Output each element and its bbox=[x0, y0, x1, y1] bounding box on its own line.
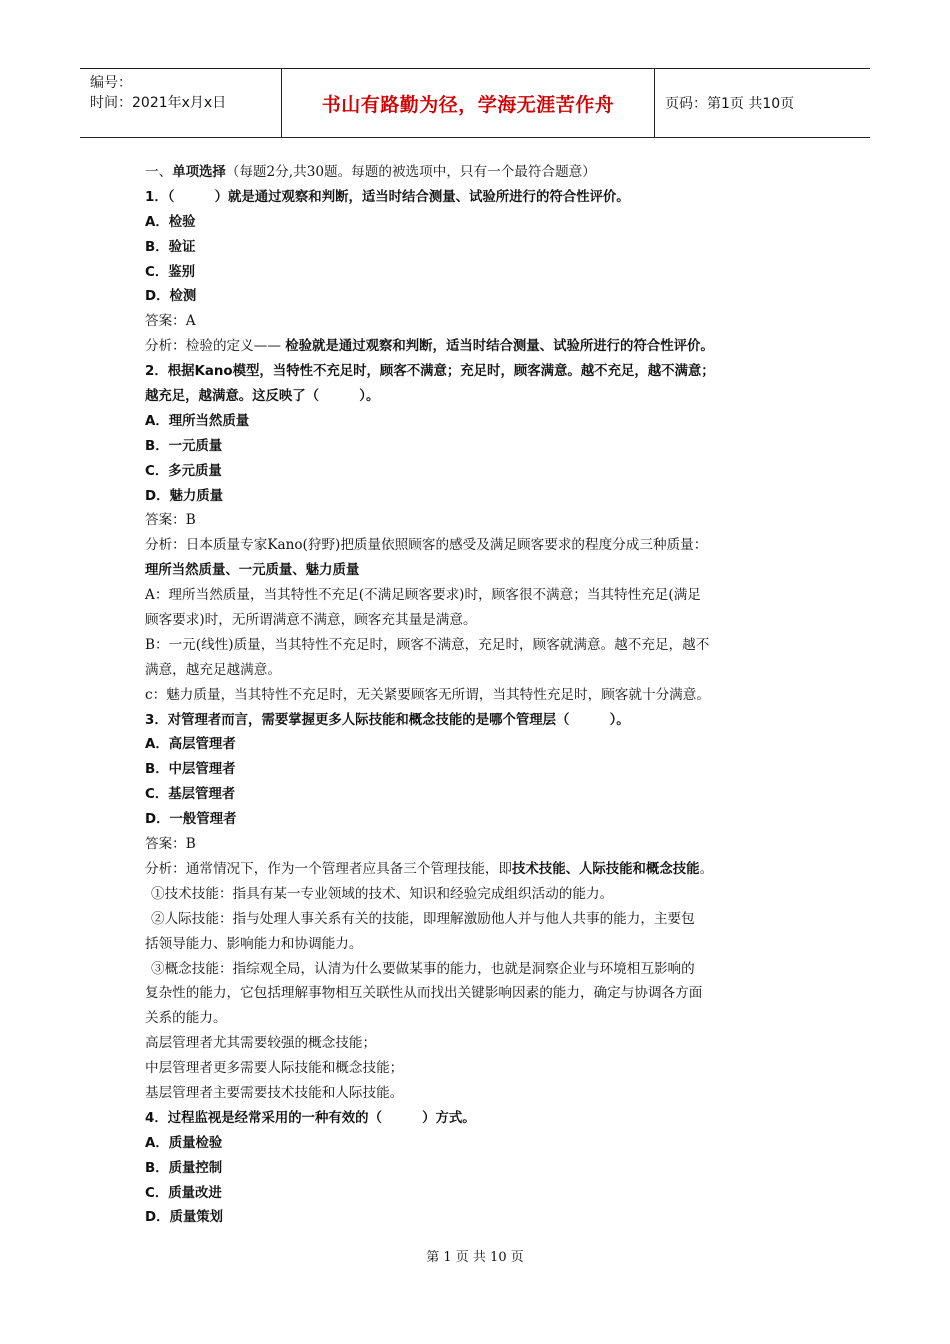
bold-text: C．质量改进 bbox=[145, 1185, 222, 1201]
text-segment: 关系的能力。 bbox=[145, 1010, 227, 1027]
text-line bbox=[145, 932, 815, 957]
text-line bbox=[145, 732, 815, 757]
page-footer bbox=[0, 1246, 950, 1265]
text-segment: 括领导能力、影响能力和协调能力。 bbox=[145, 935, 363, 952]
bold-text: A．检验 bbox=[145, 214, 196, 230]
text-segment: 答案：B bbox=[145, 836, 196, 853]
header-motto-cell bbox=[282, 69, 655, 137]
bold-text: 技术技能、人际技能和概念技能 bbox=[512, 861, 700, 877]
text-segment: 高层管理者尤其需要较强的概念技能； bbox=[145, 1035, 377, 1052]
text-segment: （每题2分,共30题。每题的被选项中，只有一个最符合题意） bbox=[225, 164, 596, 180]
text-line bbox=[145, 1156, 815, 1181]
text-segment: c：魅力质量，当其特性不充足时，无关紧要顾客无所谓，当其特性充足时，顾客就十分满意。 bbox=[145, 686, 710, 703]
text-line bbox=[145, 1106, 815, 1131]
text-line bbox=[145, 160, 815, 185]
bold-text: 1．（ ）就是通过观察和判断，适当时结合测量、试验所进行的符合性评价。 bbox=[145, 189, 630, 205]
text-line bbox=[145, 384, 815, 409]
motto: 书山有路勤为径，学海无涯苦作舟 bbox=[321, 93, 615, 116]
text-line bbox=[145, 608, 815, 633]
bold-text: A．高层管理者 bbox=[145, 737, 236, 753]
text-line bbox=[145, 907, 815, 932]
text-line bbox=[145, 1006, 815, 1031]
header-page-cell bbox=[655, 69, 870, 137]
bold-text: B．一元质量 bbox=[145, 438, 223, 454]
bold-text: B．质量控制 bbox=[145, 1160, 223, 1176]
text-segment: 顾客要求)时，无所谓满意不满意，顾客充其量是满意。 bbox=[145, 612, 477, 629]
text-line bbox=[145, 484, 815, 509]
bold-text: B．验证 bbox=[145, 239, 196, 255]
bold-text: D．质量策划 bbox=[145, 1210, 224, 1226]
text-line bbox=[145, 1056, 815, 1081]
text-line bbox=[145, 1181, 815, 1206]
text-line bbox=[145, 857, 815, 882]
text-segment: A：理所当然质量，当其特性不充足(不满足顾客要求)时，顾客很不满意；当其特性充足(满足 bbox=[145, 587, 701, 604]
text-line bbox=[145, 235, 815, 260]
bold-text: 单项选择 bbox=[172, 165, 226, 180]
bold-text: B．中层管理者 bbox=[145, 762, 236, 778]
text-line bbox=[145, 957, 815, 982]
time-label: 时间：2021年x月x日 bbox=[90, 95, 227, 111]
text-line bbox=[145, 1131, 815, 1156]
text-line bbox=[145, 558, 815, 583]
bold-text: 4．过程监视是经常采用的一种有效的（ ）方式。 bbox=[145, 1110, 476, 1126]
text-segment: 中层管理者更多需要人际技能和概念技能； bbox=[145, 1060, 404, 1077]
text-segment: 复杂性的能力，它包括理解事物相互关联性从而找出关键影响因素的能力，确定与协调各方面 bbox=[145, 985, 703, 1002]
text-line bbox=[145, 757, 815, 782]
text-line bbox=[145, 658, 815, 683]
bold-text: 越充足，越满意。这反映了（ ）。 bbox=[145, 389, 380, 405]
text-segment: ③概念技能：指综观全局，认清为什么要做某事的能力，也就是洞察企业与环境相互影响的 bbox=[151, 960, 695, 977]
bold-text: A．质量检验 bbox=[145, 1135, 223, 1151]
bold-text: 3．对管理者而言，需要掌握更多人际技能和概念技能的是哪个管理层（ ）。 bbox=[145, 712, 630, 728]
bold-text: C．鉴别 bbox=[145, 264, 195, 280]
header-meta bbox=[80, 69, 282, 137]
text-segment: 分析：通常情况下，作为一个管理者应具备三个管理技能，即 bbox=[145, 860, 513, 877]
text-line bbox=[145, 284, 815, 309]
text-line bbox=[145, 260, 815, 285]
text-line bbox=[145, 434, 815, 459]
text-line bbox=[145, 832, 815, 857]
text-segment: 分析：检验的定义—— bbox=[145, 338, 286, 355]
number-label: 编号： bbox=[90, 75, 132, 91]
text-segment: 。 bbox=[699, 860, 714, 877]
text-line bbox=[145, 533, 815, 558]
bold-text: D．一般管理者 bbox=[145, 812, 237, 828]
text-line bbox=[145, 807, 815, 832]
document-body bbox=[145, 160, 815, 1230]
text-segment: 分析：日本质量专家Kano(狩野)把质量依照顾客的感受及满足顾客要求的程度分成三种质量： bbox=[145, 537, 708, 554]
text-line bbox=[145, 210, 815, 235]
text-segment: 满意，越充足越满意。 bbox=[145, 661, 281, 678]
text-segment: 一、 bbox=[145, 164, 173, 180]
text-segment: B：一元(线性)质量，当其特性不充足时，顾客不满意，充足时，顾客就满意。越不充足，越不 bbox=[145, 636, 710, 653]
bold-text: 检验就是通过观察和判断，适当时结合测量、试验所进行的符合性评价。 bbox=[285, 339, 714, 355]
text-segment: 答案：B bbox=[145, 512, 196, 529]
bold-text: A．理所当然质量 bbox=[145, 413, 250, 429]
page-info: 页码：第1页 共10页 bbox=[665, 96, 795, 112]
text-line bbox=[145, 459, 815, 484]
footer-page-number: 第 1 页 共 10 页 bbox=[426, 1250, 524, 1265]
text-segment: 答案：A bbox=[145, 313, 196, 330]
text-segment: 基层管理者主要需要技术技能和人际技能。 bbox=[145, 1084, 404, 1101]
bold-text: D．检测 bbox=[145, 289, 197, 305]
text-line bbox=[145, 508, 815, 533]
bold-text: D．魅力质量 bbox=[145, 488, 224, 504]
text-line bbox=[145, 1205, 815, 1230]
page-header bbox=[80, 68, 870, 138]
bold-text: 2．根据Kano模型，当特性不充足时，顾客不满意；充足时，顾客满意。越不充足，越不满意； bbox=[145, 364, 715, 380]
text-segment: ②人际技能：指与处理人事关系有关的技能，即理解激励他人并与他人共事的能力，主要包 bbox=[151, 910, 695, 927]
bold-text: C．多元质量 bbox=[145, 463, 222, 479]
text-line bbox=[145, 185, 815, 210]
text-line bbox=[145, 334, 815, 359]
text-line bbox=[145, 1081, 815, 1106]
text-line bbox=[145, 708, 815, 733]
text-line bbox=[145, 583, 815, 608]
text-line bbox=[145, 1031, 815, 1056]
bold-text: C．基层管理者 bbox=[145, 787, 236, 803]
text-line bbox=[145, 633, 815, 658]
text-line bbox=[145, 683, 815, 708]
text-line bbox=[145, 359, 815, 384]
text-line bbox=[145, 882, 815, 907]
text-line bbox=[145, 409, 815, 434]
bold-text: 理所当然质量、一元质量、魅力质量 bbox=[145, 563, 360, 579]
text-line bbox=[145, 782, 815, 807]
text-line bbox=[145, 309, 815, 334]
text-line bbox=[145, 981, 815, 1006]
text-segment: ①技术技能：指具有某一专业领域的技术、知识和经验完成组织活动的能力。 bbox=[151, 885, 614, 902]
